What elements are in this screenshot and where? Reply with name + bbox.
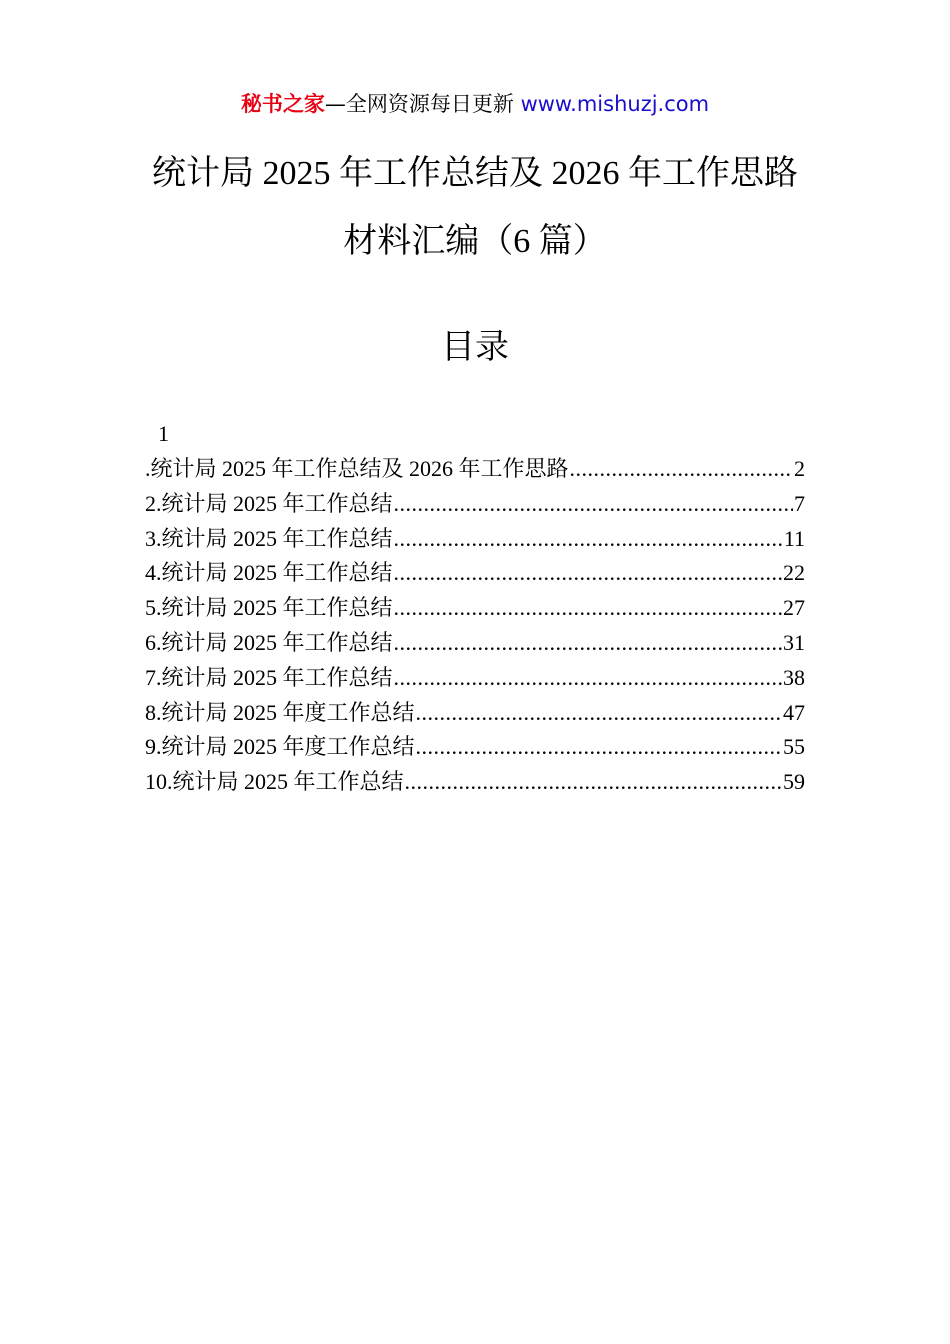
toc-page-number: 59 <box>783 769 805 795</box>
toc-page-number: 55 <box>783 734 805 760</box>
toc-entry[interactable] <box>145 661 805 696</box>
toc-entry[interactable] <box>145 556 805 591</box>
toc-page-number: 31 <box>783 629 805 655</box>
toc-entry-title: .统计局 2025 年工作总结及 2026 年工作思路 <box>145 456 569 481</box>
toc-entry[interactable] <box>145 696 805 731</box>
toc-page-number: 38 <box>783 664 805 690</box>
toc-entry[interactable] <box>145 591 805 626</box>
toc-entry-title: 6.统计局 2025 年工作总结 <box>145 629 393 655</box>
site-url-link[interactable]: www.mishuzj.com <box>520 92 710 116</box>
toc-entry[interactable] <box>145 626 805 661</box>
toc-entry-title: 10.统计局 2025 年工作总结 <box>145 769 404 795</box>
toc-dot-leader <box>394 591 782 625</box>
toc-dot-leader <box>394 626 782 660</box>
toc-entry-title: 5.统计局 2025 年工作总结 <box>145 595 393 621</box>
toc-entry-1-number: 1 <box>158 421 169 446</box>
toc-page-number: 47 <box>783 699 805 725</box>
header-tagline: —全网资源每日更新 <box>324 92 521 116</box>
header-banner <box>0 88 950 120</box>
toc-dot-leader <box>394 661 782 695</box>
toc-dot-leader <box>394 556 782 590</box>
toc-entry-title: 4.统计局 2025 年工作总结 <box>145 560 393 586</box>
toc-dot-leader <box>394 487 793 521</box>
toc-entry-title: 7.统计局 2025 年工作总结 <box>145 664 393 690</box>
toc-dot-leader <box>405 765 782 799</box>
toc-page-number: 11 <box>783 525 805 551</box>
toc-dot-leader <box>570 452 793 486</box>
table-of-contents <box>145 452 805 800</box>
toc-page-number: 22 <box>783 560 805 586</box>
toc-dot-leader <box>394 522 783 556</box>
document-title-line-2: 材料汇编（6 篇） <box>343 223 607 260</box>
toc-page-number: 2 <box>794 456 805 481</box>
toc-entry[interactable] <box>145 487 805 522</box>
toc-page-number: 27 <box>783 595 805 621</box>
toc-dot-leader <box>416 730 782 764</box>
toc-entry-title: 9.统计局 2025 年度工作总结 <box>145 734 415 760</box>
toc-entry-title: 2.统计局 2025 年工作总结 <box>145 490 393 516</box>
toc-entry[interactable] <box>145 730 805 765</box>
toc-entry[interactable] <box>145 765 805 800</box>
toc-entry-title: 3.统计局 2025 年工作总结 <box>145 525 393 551</box>
toc-entry[interactable] <box>145 522 805 557</box>
toc-heading: 目录 <box>441 327 509 367</box>
toc-entry[interactable] <box>145 452 805 487</box>
brand-name: 秘书之家 <box>240 92 325 116</box>
document-title-line-1: 统计局 2025 年工作总结及 2026 年工作思路 <box>152 155 798 192</box>
toc-page-number: 7 <box>794 490 805 516</box>
toc-dot-leader <box>416 696 782 730</box>
toc-entry-title: 8.统计局 2025 年度工作总结 <box>145 699 415 725</box>
